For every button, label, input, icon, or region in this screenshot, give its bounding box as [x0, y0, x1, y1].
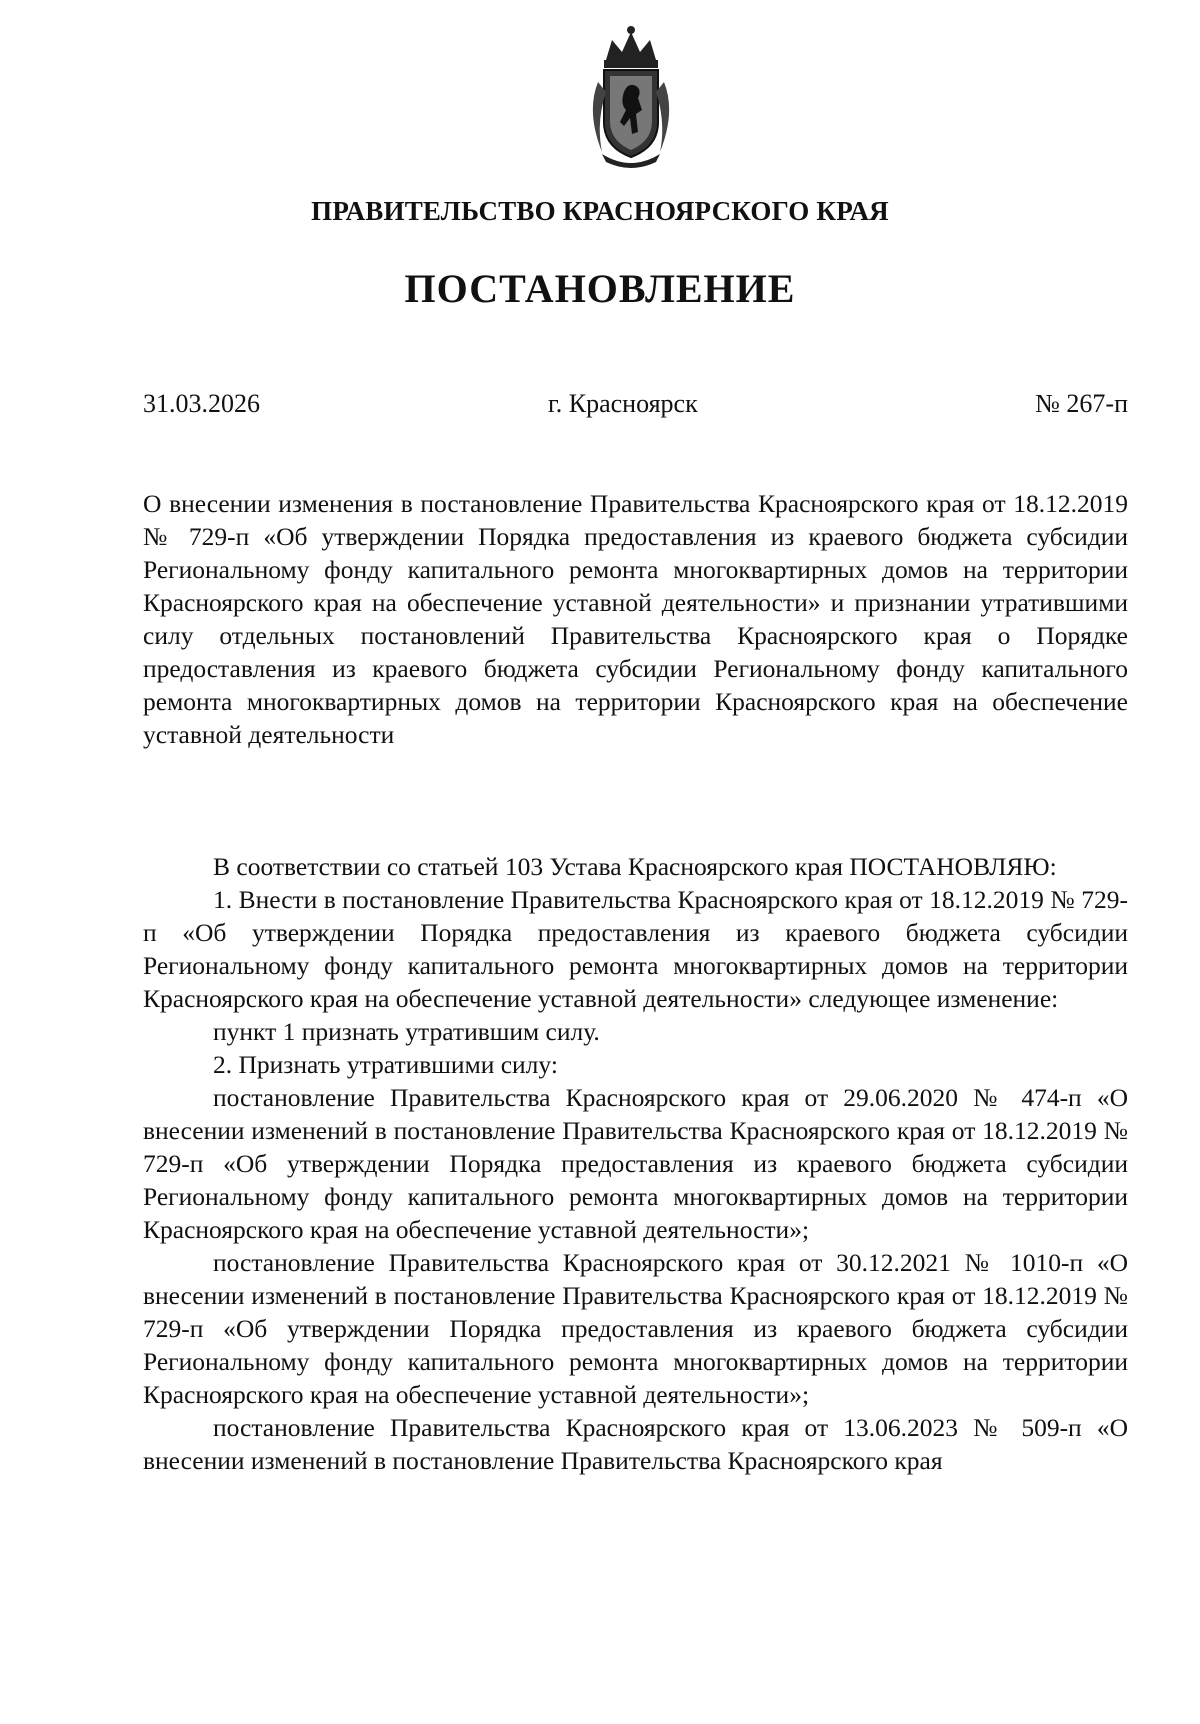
paragraph-item-1: 1. Внести в постановление Правительства Красноярского края от 18.12.2019 № 729-п «Об утверждении Порядка предоставления из краевого бюджета субсидии Региональному фонду капитального ремонта многоквартирных домов на территории Красноярского края на обеспечение уставной деятельности» следующее изменение:: [143, 885, 1128, 1013]
paragraph-item-2: 2. Признать утратившими силу:: [213, 1050, 558, 1079]
document-number: № 267-п: [1035, 389, 1128, 418]
paragraph-item-1-change: пункт 1 признать утратившим силу.: [213, 1017, 600, 1046]
paragraph-repealed-3: постановление Правительства Красноярского края от 13.06.2023 № 509-п «О внесении изменений в постановление Правительства Красноярского края: [143, 1413, 1128, 1475]
document-meta: [143, 389, 1128, 423]
paragraph-repealed-2: постановление Правительства Красноярского края от 30.12.2021 № 1010-п «О внесении изменений в постановление Правительства Красноярского края от 18.12.2019 № 729-п «Об утверждении Порядка предоставления из краевого бюджета субсидии Региональному фонду капитального ремонта многоквартирных домов на территории Красноярского края на обеспечение уставной деятельности»;: [143, 1248, 1128, 1409]
document-type: ПОСТАНОВЛЕНИЕ: [404, 266, 796, 311]
document-date: 31.03.2026: [143, 389, 260, 418]
paragraph-preamble: В соответствии со статьей 103 Устава Красноярского края ПОСТАНОВЛЯЮ:: [213, 852, 1057, 881]
document-title: О внесении изменения в постановление Правительства Красноярского края от 18.12.2019 № 729-п «Об утверждении Порядка предоставления из краевого бюджета субсидии Региональному фонду капитального ремонта многоквартирных домов на территории Красноярского края на обеспечение уставной деятельности» и признании утратившими силу отдельных постановлений Правительства Красноярского края о Порядке предоставления из краевого бюджета субсидии Региональному фонду капитального ремонта многоквартирных домов на территории Красноярского края на обеспечение уставной деятельности: [143, 489, 1128, 749]
document-city: г. Красноярск: [548, 389, 698, 418]
organization-name: ПРАВИТЕЛЬСТВО КРАСНОЯРСКОГО КРАЯ: [311, 196, 889, 226]
paragraph-repealed-1: постановление Правительства Красноярского края от 29.06.2020 № 474-п «О внесении изменений в постановление Правительства Красноярского края от 18.12.2019 № 729-п «Об утверждении Порядка предоставления из краевого бюджета субсидии Региональному фонду капитального ремонта многоквартирных домов на территории Красноярского края на обеспечение уставной деятельности»;: [143, 1083, 1128, 1244]
coat-of-arms-icon: [576, 22, 686, 172]
document-body: [143, 850, 1128, 1477]
